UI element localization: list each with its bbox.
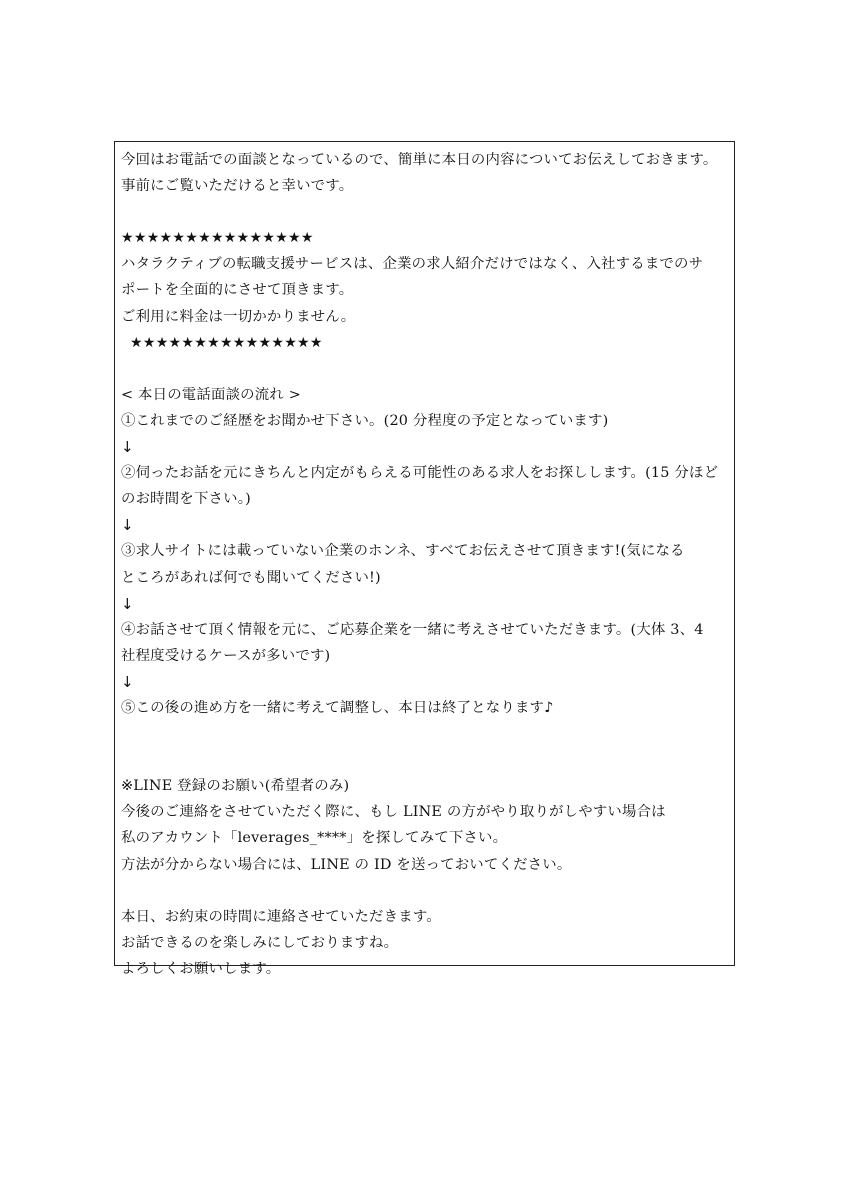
- down-arrow-icon: ↓: [121, 594, 134, 613]
- line-registration-text-3: 方法が分からない場合には、LINE の ID を送っておいてください。: [121, 856, 572, 873]
- spacer: [121, 721, 734, 747]
- service-line-1: ハタラクティブの転職支援サービスは、企業の求人紹介だけではなく、入社するまでのサ: [121, 256, 704, 273]
- step-3-line-2: ところがあれば何でも聞いてください!): [121, 569, 381, 586]
- spacer: [121, 878, 734, 904]
- step-3-line-1: ③求人サイトには載っていない企業のホンネ、すべてお伝えさせて頂きます!(気になる: [121, 543, 685, 560]
- line-registration-heading: ※LINE 登録のお願い(希望者のみ): [121, 778, 350, 795]
- line-registration-text-1: 今後のご連絡をさせていただく際に、もし LINE の方がやり取りがしやすい場合は: [121, 804, 666, 821]
- step-1-line-1: ①これまでのご経歴をお聞かせ下さい。(20 分程度の予定となっています): [121, 412, 609, 429]
- step-2-line-2: のお時間を下さい。): [121, 491, 251, 508]
- document-box: [114, 141, 735, 977]
- step-4-line-1: ④お話させて頂く情報を元に、ご応募企業を一緒に考えさせていただきます。(大体 3、4: [121, 621, 704, 638]
- closing-line-1: 本日、お約束の時間に連絡させていただきます。: [121, 908, 441, 925]
- step-2-line-1: ②伺ったお話を元にきちんと内定がもらえる可能性のある求人をお探しします。(15 分ほど: [121, 465, 719, 482]
- service-line-3: ご利用に料金は一切かかりません。: [121, 308, 356, 325]
- down-arrow-icon: ↓: [121, 438, 134, 457]
- step-5-line-1: ⑤この後の進め方を一緒に考えて調整し、本日は終了となります♪: [121, 699, 554, 716]
- closing-line-2: お話できるのを楽しみにしておりますね。: [121, 934, 399, 951]
- star-divider-bottom: ★★★★★★★★★★★★★★★: [130, 334, 323, 351]
- step-4-line-2: 社程度受けるケースが多いです): [121, 647, 331, 664]
- line-registration-text-2: 私のアカウント「leverages_****」を探してみて下さい。: [121, 830, 508, 847]
- intro-line-2: 事前にご覧いただけると幸いです。: [121, 178, 354, 195]
- down-arrow-icon: ↓: [121, 516, 134, 535]
- spacer: [121, 356, 734, 382]
- down-arrow-icon: ↓: [121, 672, 134, 691]
- intro-line-1: 今回はお電話での面談となっているので、簡単に本日の内容についてお伝えしておきます。: [121, 152, 718, 168]
- star-divider-top: ★★★★★★★★★★★★★★★: [121, 230, 314, 247]
- closing-line-3: よろしくお願いします。: [121, 960, 281, 977]
- service-line-2: ポートを全面的にさせて頂きます。: [121, 282, 354, 299]
- spacer: [121, 747, 734, 773]
- flow-heading: < 本日の電話面談の流れ >: [121, 386, 301, 403]
- spacer: [121, 199, 734, 225]
